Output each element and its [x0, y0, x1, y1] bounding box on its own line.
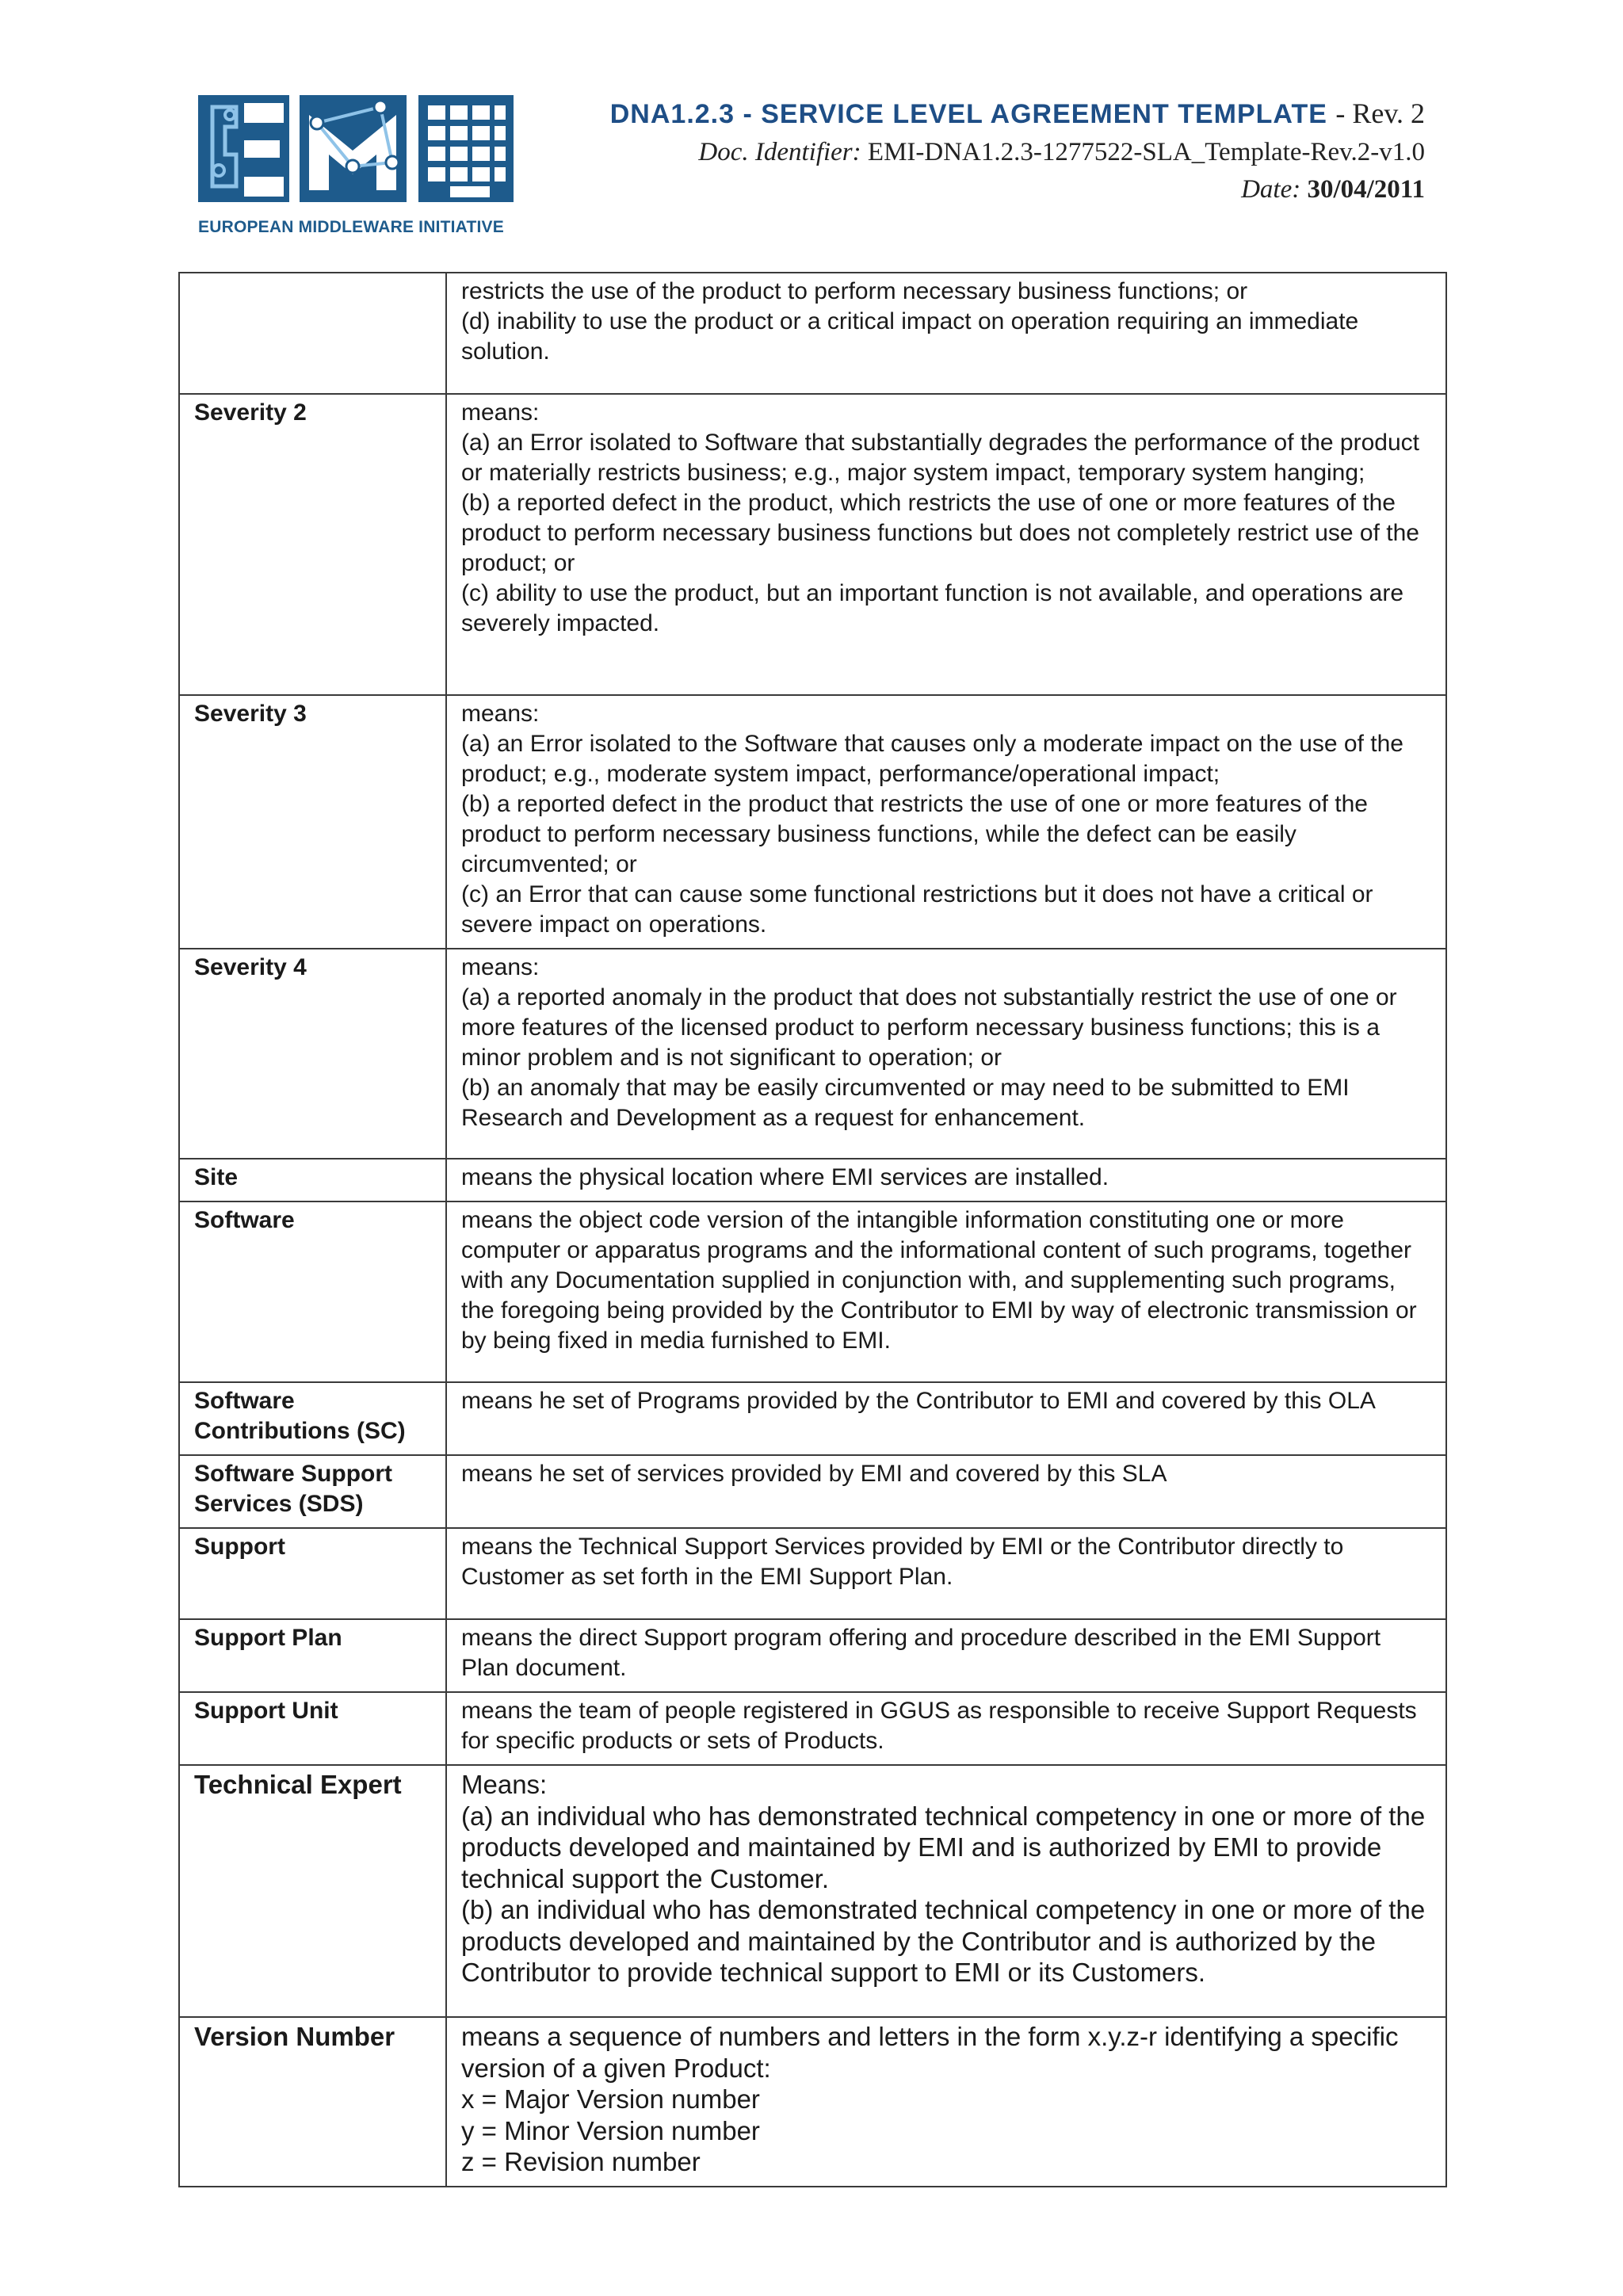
- definition-description: means he set of services provided by EMI and covered by this SLA: [446, 1455, 1446, 1528]
- title-word: TEMPLATE: [1178, 99, 1327, 129]
- document-date: [610, 175, 1425, 204]
- table-row: [179, 1692, 1446, 1765]
- table-row: [179, 1201, 1446, 1382]
- definition-term: Software Contributions (SC): [179, 1382, 446, 1455]
- definition-description: means a sequence of numbers and letters in the form x.y.z-r identifying a specific version of a given Product: x = Major Version number y = Minor Version number z = Revision number: [446, 2017, 1446, 2187]
- definition-term: Severity 2: [179, 394, 446, 695]
- definition-term: Version Number: [179, 2017, 446, 2187]
- definition-term: [179, 273, 446, 394]
- definition-description: means: (a) a reported anomaly in the product that does not substantially restrict the use of one or more features of the licensed product to perform necessary business functions; this is a minor problem and is not significant to operation; or (b) an anomaly that may be easily circumvented or may need to be submitted to EMI Research and Development as a request for enhancement.: [446, 949, 1446, 1159]
- table-row: [179, 273, 1446, 394]
- definition-description: restricts the use of the product to perform necessary business functions; or (d) inability to use the product or a critical impact on operation requiring an immediate solution.: [446, 273, 1446, 394]
- definition-term: Support Plan: [179, 1619, 446, 1692]
- document-title: [610, 97, 1425, 130]
- definition-term: Severity 4: [179, 949, 446, 1159]
- definition-description: means the direct Support program offering and procedure described in the EMI Support Plan document.: [446, 1619, 1446, 1692]
- title-separator: -: [735, 99, 762, 129]
- definition-description: means: (a) an Error isolated to Software that substantially degrades the performance of the product or materially restricts business; e.g., major system impact, temporary system hanging; (b) a reported defect in the product, which restricts the use of one or more features of the product to perform necessary business functions but does not completely restrict use of the product; or (c) ability to use the product, but an important function is not available, and operations are severely impacted.: [446, 394, 1446, 695]
- title-word: LEVEL: [892, 99, 983, 129]
- definition-description: Means: (a) an individual who has demonstrated technical competency in one or more of the products developed and maintained by EMI and is authorized by EMI to provide technical support the Customer. (b) an individual who has demonstrated technical competency in one or more of the products developed and maintained by the Contributor and is authorized by the Contributor to provide technical support to EMI or its Customers.: [446, 1765, 1446, 2017]
- table-row: [179, 1528, 1446, 1619]
- definition-description: means the physical location where EMI services are installed.: [446, 1159, 1446, 1201]
- title-word: SERVICE: [761, 99, 884, 129]
- table-row: [179, 1765, 1446, 2017]
- definition-term: Support Unit: [179, 1692, 446, 1765]
- definition-description: means the Technical Support Services provided by EMI or the Contributor directly to Customer as set forth in the EMI Support Plan.: [446, 1528, 1446, 1619]
- title-code: DNA1.2.3: [609, 99, 735, 129]
- emi-logo: [198, 91, 519, 242]
- title-revision: - Rev. 2: [1335, 97, 1425, 129]
- definition-description: means he set of Programs provided by the Contributor to EMI and covered by this OLA: [446, 1382, 1446, 1455]
- definition-term: Technical Expert: [179, 1765, 446, 2017]
- definition-description: means the team of people registered in GGUS as responsible to receive Support Requests for specific products or sets of Products.: [446, 1692, 1446, 1765]
- definitions-table: [178, 272, 1447, 2187]
- title-word: AGREEMENT: [990, 99, 1170, 129]
- definition-term: Support: [179, 1528, 446, 1619]
- date-label: Date:: [1241, 175, 1301, 204]
- emi-logo-mark: [198, 91, 519, 210]
- definition-term: Software Support Services (SDS): [179, 1455, 446, 1528]
- definition-term: Software: [179, 1201, 446, 1382]
- logo-caption: EUROPEAN MIDDLEWARE INITIATIVE: [198, 218, 504, 236]
- table-row: [179, 1382, 1446, 1455]
- doc-identifier-label: Doc. Identifier:: [698, 138, 861, 166]
- table-row: [179, 2017, 1446, 2187]
- definition-term: Severity 3: [179, 695, 446, 949]
- table-row: [179, 695, 1446, 949]
- table-row: [179, 1159, 1446, 1201]
- doc-identifier-value: EMI-DNA1.2.3-1277522-SLA_Template-Rev.2-v1.0: [867, 138, 1425, 166]
- document-identifier: [610, 138, 1425, 167]
- document-header: [610, 97, 1425, 204]
- definition-description: means the object code version of the intangible information constituting one or more computer or apparatus programs and the informational content of such programs, together with any Documentation supplied in conjunction with, and supplementing such programs, the foregoing being provided by the Contributor to EMI by way of electronic transmission or by being fixed in media furnished to EMI.: [446, 1201, 1446, 1382]
- table-row: [179, 1619, 1446, 1692]
- definition-description: means: (a) an Error isolated to the Software that causes only a moderate impact on the use of the product; e.g., moderate system impact, performance/operational impact; (b) a reported defect in the product that restricts the use of one or more features of the product to perform necessary business functions, while the defect can be easily circumvented; or (c) an Error that can cause some functional restrictions but it does not have a critical or severe impact on operations.: [446, 695, 1446, 949]
- definition-term: Site: [179, 1159, 446, 1201]
- table-row: [179, 394, 1446, 695]
- table-row: [179, 949, 1446, 1159]
- table-row: [179, 1455, 1446, 1528]
- date-value: 30/04/2011: [1307, 175, 1425, 204]
